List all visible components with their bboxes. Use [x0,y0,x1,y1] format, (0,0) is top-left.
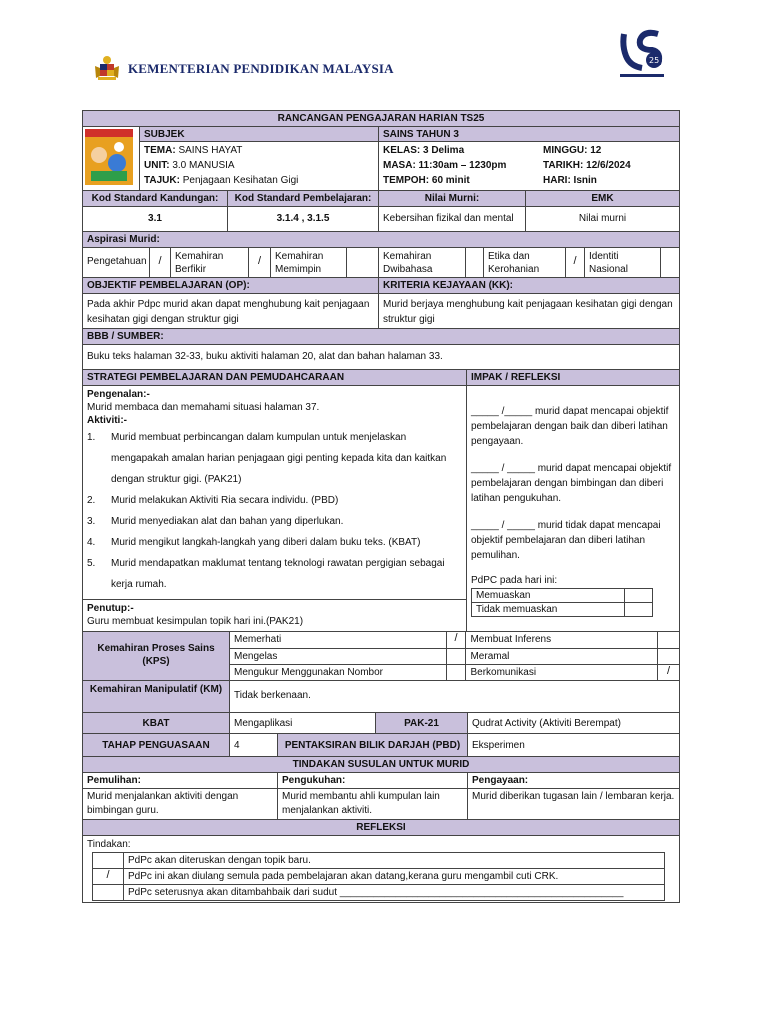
pemulihan-text: Murid menjalankan aktiviti dengan bimbingan guru. [87,791,239,816]
pdpc-opt-tidak-memuaskan: Tidak memuaskan [476,604,558,615]
strategi-label: STRATEGI PEMBELAJARAN DAN PEMUDAHCARAAN [87,372,345,383]
list-item: 1. Murid membuat perbincangan dalam kumpulan untuk menjelaskan mengapakah amalan harian penjagaan gigi penting kepada kita dan kaitkan dengan struktur gigi. (PAK21) [87,432,447,485]
aktiviti-list [87,427,462,595]
kps-label: Kemahiran Proses Sains (KPS) [83,632,229,680]
pengayaan-label: Pengayaan: [467,773,679,788]
refleksi-mark[interactable] [93,885,123,900]
kps-mark [446,649,466,664]
kk-label: KRITERIA KEJAYAAN (KK): [378,278,679,293]
minggu: MINGGU: 12 [543,145,602,156]
kps-berkomunikasi: Berkomunikasi [465,665,657,680]
refleksi-label: REFLEKSI [356,822,406,833]
pemulihan-label: Pemulihan: [87,775,141,786]
ksk-value: 3.1 [148,213,162,224]
impak-pemulihan: _____ / _____ murid tidak dapat mencapai objektif pembelajaran dan diberi latihan pemulihan. [471,520,661,561]
impak-pengayaan: _____ /_____ murid dapat mencapai objektif pembelajaran dengan baik dan diberi latihan pengayaan. [471,406,669,447]
pbd-value: Eksperimen [467,734,679,756]
kk-text: Murid berjaya menghubung kait penjagaan kesihatan gigi dengan struktur gigi [378,294,679,328]
ksp-header: Kod Standard Pembelajaran: [227,191,378,206]
tahap-value: 4 [229,734,277,756]
aspirasi-label-0: Pengetahuan [87,256,147,267]
kelas: KELAS: 3 Delima [383,145,465,156]
bbb-label: BBB / SUMBER: [87,331,164,342]
nilai-header: Nilai Murni: [378,191,525,206]
tindakan-label: TINDAKAN SUSULAN UNTUK MURID [292,759,470,770]
aspirasi-mark-2 [346,248,378,277]
kps-meramal: Meramal [465,649,657,664]
list-item: 5. Murid mendapatkan maklumat tentang teknologi rawatan pergigian sebagai kerja rumah. [87,558,445,590]
aspirasi-label-2: Kemahiran Memimpin [270,248,346,277]
pengukuhan-label: Pengukuhan: [277,773,467,788]
ksk-header: Kod Standard Kandungan: [91,193,219,204]
tindakan-sub-label: Tindakan: [87,839,131,850]
book-cover-image [83,127,139,190]
pdpc-table [471,588,653,617]
emk-header: EMK [525,191,679,206]
ksp-value: 3.1.4 , 3.1.5 [227,207,378,231]
km-label: Kemahiran Manipulatif (KM) [83,681,229,712]
masa: MASA: 11:30am – 1230pm [383,160,507,171]
refleksi-mark[interactable]: / [106,869,110,881]
kps-mark: / [446,632,466,648]
aspirasi-mark-0: / [149,248,170,277]
aspirasi-mark-4: / [565,248,584,277]
nilai-value: Kebersihan fizikal dan mental [378,207,525,231]
svg-text:25: 25 [649,56,660,65]
pengukuhan-text: Murid membantu ahli kumpulan lain menjalankan aktiviti. [277,789,467,819]
pengenalan-text: Murid membaca dan memahami situasi halaman 37. [87,402,320,413]
lesson-plan-title: RANCANGAN PENGAJARAN HARIAN TS25 [277,113,485,124]
kbat-label: KBAT [83,713,229,733]
book-cover-icon [85,129,133,185]
pengayaan-text: Murid diberikan tugasan lain / lembaran kerja. [467,789,679,819]
kps-mengelas: Mengelas [234,651,278,662]
bbb-text: Buku teks halaman 32-33, buku aktiviti halaman 20, alat dan bahan halaman 33. [87,351,443,362]
unit-line: UNIT: 3.0 MANUSIA [144,160,235,171]
kps-memerhati: Memerhati [234,634,282,645]
list-item: 2. Murid melakukan Aktiviti Ria secara individu. (PBD) [87,495,339,506]
aspirasi-mark-5 [660,248,679,277]
pak21-value: Qudrat Activity (Aktiviti Berempat) [467,713,679,733]
aspirasi-label-1: Kemahiran Berfikir [170,248,248,277]
pbd-label: PENTAKSIRAN BILIK DARJAH (PBD) [277,734,467,756]
penutup-text: Guru membuat kesimpulan topik hari ini.(PAK21) [87,616,304,627]
pak21-label: PAK-21 [375,713,467,733]
emk-value: Nilai murni [525,207,679,231]
refleksi-table [92,852,665,901]
tema-line: TEMA: SAINS HAYAT [144,145,243,156]
page-header [0,0,768,110]
impak-pengukuhan: _____ / _____ murid dapat mencapai objektif pembelajaran dengan bimbingan dan diberi latihan pengukuhan. [471,463,672,504]
kps-inferens: Membuat Inferens [465,632,657,648]
list-item: 4. Murid mengikut langkah-langkah yang diberi dalam buku teks. (KBAT) [87,537,421,548]
pdpc-checkbox[interactable] [624,603,652,616]
aktiviti-label: Aktiviti:- [87,415,127,426]
hari: HARI: Isnin [543,175,597,186]
kbat-value: Mengaplikasi [229,713,375,733]
tempoh: TEMPOH: 60 minit [383,175,470,186]
malaysia-crest-icon [92,54,122,82]
op-text: Pada akhir Pdpc murid akan dapat menghubung kait penjagaan kesihatan gigi dengan struktur gigi [87,299,370,325]
aspirasi-label: Aspirasi Murid: [87,234,160,245]
refleksi-mark[interactable] [93,853,123,868]
kps-mark [446,665,466,680]
kps-mark [657,632,679,648]
kps-mengukur: Mengukur Menggunakan Nombor [234,667,383,678]
ministry-name: KEMENTERIAN PENDIDIKAN MALAYSIA [128,61,394,76]
subjek-value: SAINS TAHUN 3 [379,127,679,142]
pdpc-checkbox[interactable] [624,589,652,602]
km-value: Tidak berkenaan. [229,681,679,712]
aspirasi-label-4: Etika dan Kerohanian [483,248,565,277]
tarikh: TARIKH: 12/6/2024 [543,160,631,171]
refleksi-opt-ulang: PdPc ini akan diulang semula pada pembelajaran akan datang,kerana guru mengambil cuti CRK. [123,869,664,884]
kps-mark [657,649,679,664]
tahap-label: TAHAP PENGUASAAN [83,734,229,756]
lesson-plan-table [82,110,680,903]
penutup-label: Penutup:- [87,603,134,614]
tajuk-line: TAJUK: Penjagaan Kesihatan Gigi [144,175,299,186]
aspirasi-mark-1: / [248,248,270,277]
op-label: OBJEKTIF PEMBELAJARAN (OP): [87,280,250,291]
aspirasi-label-5: Identiti Nasional [584,248,660,277]
pengenalan-label: Pengenalan:- [87,389,150,400]
ts25-logo-icon [618,26,666,82]
pdpc-label: PdPC pada hari ini: [471,575,558,586]
aspirasi-mark-3 [465,248,483,277]
list-item: 3. Murid menyediakan alat dan bahan yang diperlukan. [87,516,344,527]
pdpc-opt-memuaskan: Memuaskan [476,590,531,601]
subjek-label: SUBJEK [140,127,378,142]
impak-label: IMPAK / REFLEKSI [466,370,679,385]
kps-mark: / [657,665,679,680]
refleksi-opt-tambahbaik: PdPc seterusnya akan ditambahbaik dari sudut ___________________________________________________ [123,885,664,900]
refleksi-opt-teruskan: PdPc akan diteruskan dengan topik baru. [123,853,664,868]
aspirasi-label-3: Kemahiran Dwibahasa [378,248,465,277]
